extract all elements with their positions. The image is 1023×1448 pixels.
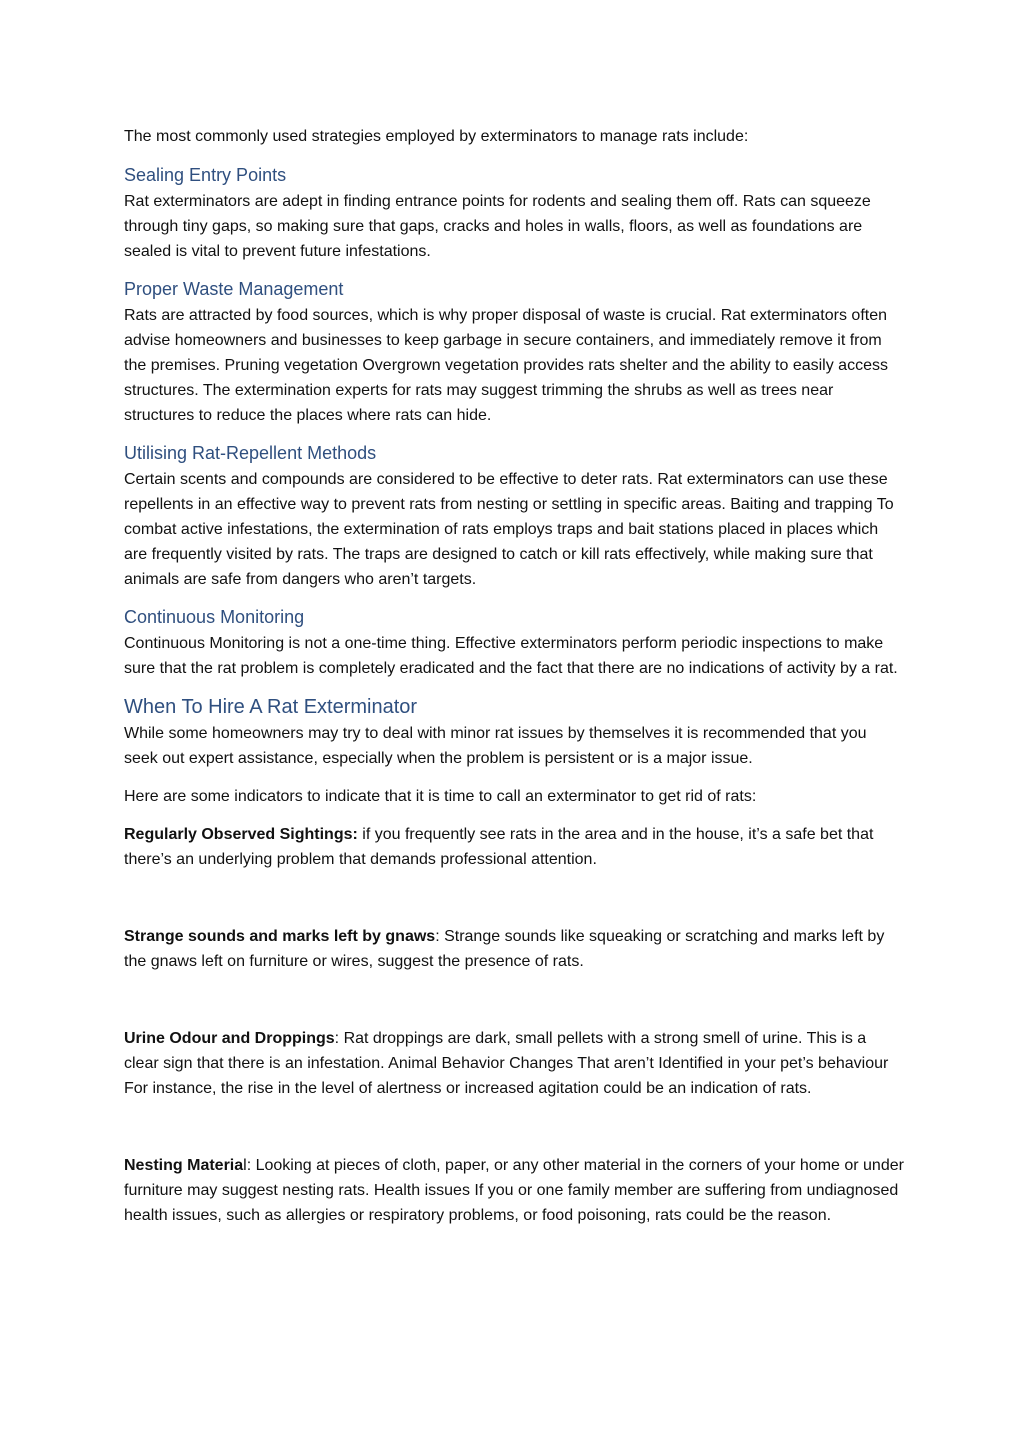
section-heading: Sealing Entry Points bbox=[124, 165, 287, 185]
indicator-label: Nesting Materia bbox=[124, 1157, 244, 1174]
indicator-text: : Rat droppings are dark, small pellets with a strong smell of urine. This is a clear sign that there is an infestation. Animal Behavior Changes That aren’t Identified in your pet’s behaviour For instance, the rise in the level of alertness or increased agitation could be an indication of rats. bbox=[124, 1030, 889, 1097]
section-body: Certain scents and compounds are considered to be effective to deter rats. Rat exterminators can use these repellents in an effective way to prevent rats from nesting or settling in specific areas. Baiting and trapping To combat active infestations, the extermination of rats employs traps and bait stations placed in places which are frequently visited by rats. The traps are designed to catch or kill rats effectively, while making sure that animals are safe from dangers who aren’t targets. bbox=[124, 471, 894, 588]
section-sealing-entry-points bbox=[124, 163, 904, 264]
indicator-label: Regularly Observed Sightings: bbox=[124, 826, 358, 843]
hire-paragraph-2: Here are some indicators to indicate that it is time to call an exterminator to get rid of rats: bbox=[124, 788, 757, 805]
indicator-text: : Strange sounds like squeaking or scratching and marks left by the gnaws left on furniture or wires, suggest the presence of rats. bbox=[124, 928, 885, 970]
indicator-urine-droppings bbox=[124, 1026, 904, 1101]
intro-paragraph: The most commonly used strategies employed by exterminators to manage rats include: bbox=[124, 128, 749, 145]
section-body: Rats are attracted by food sources, which is why proper disposal of waste is crucial. Rat exterminators often advise homeowners and businesses to keep garbage in secure containers, and immediately remove it from the premises. Pruning vegetation Overgrown vegetation provides rats shelter and the ability to easily access structures. The extermination experts for rats may suggest trimming the shrubs as well as trees near structures to reduce the places where rats can hide. bbox=[124, 307, 888, 424]
hire-paragraph-1: While some homeowners may try to deal with minor rat issues by themselves it is recommended that you seek out expert assistance, especially when the problem is persistent or is a major issue. bbox=[124, 725, 867, 767]
section-body: Continuous Monitoring is not a one-time thing. Effective exterminators perform periodic inspections to make sure that the rat problem is completely eradicated and the fact that there are no indications of activity by a rat. bbox=[124, 635, 898, 677]
indicator-text: l: Looking at pieces of cloth, paper, or any other material in the corners of your home or under furniture may suggest nesting rats. Health issues If you or one family member are suffering from undiagnosed health issues, such as allergies or respiratory problems, or food poisoning, rats could be the reason. bbox=[124, 1157, 904, 1224]
section-heading: Continuous Monitoring bbox=[124, 607, 305, 627]
section-rat-repellent-methods bbox=[124, 441, 904, 592]
section-continuous-monitoring bbox=[124, 605, 904, 681]
section-heading: Proper Waste Management bbox=[124, 279, 344, 299]
indicator-label: Urine Odour and Droppings bbox=[124, 1030, 335, 1047]
section-heading: Utilising Rat-Repellent Methods bbox=[124, 443, 377, 463]
indicator-sightings bbox=[124, 822, 904, 872]
hire-heading: When To Hire A Rat Exterminator bbox=[124, 696, 418, 718]
indicator-nesting-material bbox=[124, 1153, 904, 1228]
indicator-label: Strange sounds and marks left by gnaws bbox=[124, 928, 436, 945]
document-page bbox=[124, 124, 904, 1228]
section-when-to-hire bbox=[124, 694, 904, 809]
section-body: Rat exterminators are adept in finding entrance points for rodents and sealing them off. Rats can squeeze through tiny gaps, so making sure that gaps, cracks and holes in walls, floors, as well as foundations are sealed is vital to prevent future infestations. bbox=[124, 193, 871, 260]
indicator-sounds-gnaws bbox=[124, 924, 904, 974]
indicator-text: if you frequently see rats in the area and in the house, it’s a safe bet that there’s an underlying problem that demands professional attention. bbox=[124, 826, 874, 868]
section-proper-waste-management bbox=[124, 277, 904, 428]
